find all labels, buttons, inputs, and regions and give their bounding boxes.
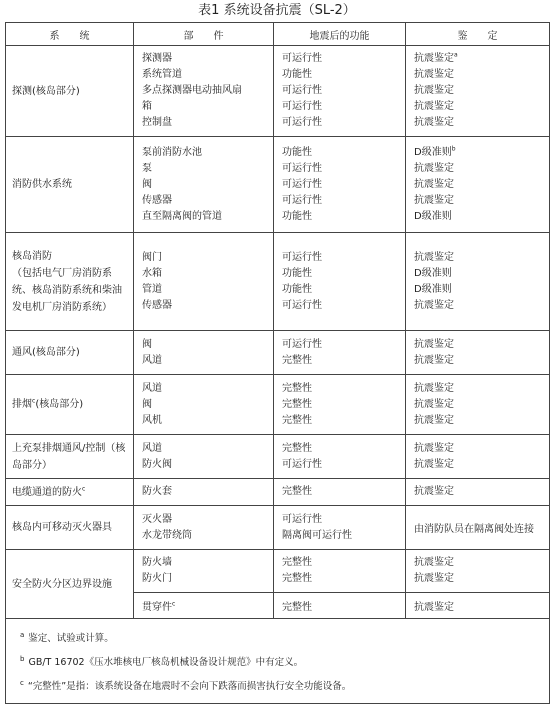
part-name: 防火阀 [142, 458, 172, 470]
function-cell [274, 331, 406, 375]
function-value: 可运行性 [282, 178, 322, 190]
qualification-value: D级准则 [414, 283, 452, 295]
function-value: 可运行性 [282, 101, 322, 112]
system-name: 探测(核岛部分) [12, 85, 80, 97]
part-name: 灭火器 [142, 513, 172, 525]
function-value: 可运行性 [282, 458, 322, 470]
function-value: 可运行性 [282, 162, 322, 174]
part-name: 多点探测器电动抽风扇 [142, 85, 242, 96]
part-cell [134, 479, 274, 506]
footnote-mark: c [32, 397, 36, 405]
footnote-line [20, 673, 535, 697]
function-cell [274, 435, 406, 479]
part-name: 直至隔离阀的管道 [142, 210, 222, 222]
footnote-text: GB/T 16702《压水堆核电厂核岛机械设备设计规范》中有定义。 [28, 657, 304, 669]
header-part: 部 件 [134, 23, 274, 46]
qualification-value: 抗震鉴定 [414, 398, 454, 410]
system-name: （包括电气厂房消防系统、核岛消防系统和柴油发电机厂房消防系统） [12, 267, 122, 313]
function-cell [274, 479, 406, 506]
footnote-mark: a [20, 631, 25, 639]
part-name: 阀 [142, 338, 152, 350]
part-cell [134, 550, 274, 593]
qualification-value: 抗震鉴定 [414, 299, 454, 311]
table-row [6, 435, 550, 479]
system-cell [6, 479, 134, 506]
system-cell [6, 331, 134, 375]
table-body [6, 46, 550, 619]
part-name: 阀门 [142, 251, 162, 263]
function-value: 可运行性 [282, 194, 322, 206]
system-name: 通风(核岛部分) [12, 347, 80, 358]
qualification-value: 抗震鉴定 [414, 382, 454, 394]
qualification-cell [406, 435, 550, 479]
qualification-value: 抗震鉴定 [414, 354, 454, 366]
qualification-value: 抗震鉴定 [414, 69, 454, 80]
system-cell [6, 550, 134, 619]
function-value: 完整性 [282, 354, 312, 366]
function-value: 可运行性 [282, 117, 322, 128]
qualification-cell [406, 593, 550, 619]
part-cell [134, 435, 274, 479]
qualification-value: 抗震鉴定 [414, 573, 454, 584]
system-name: 排烟 [12, 399, 32, 410]
table-row [6, 137, 550, 233]
system-name: 安全防火分区边界设施 [12, 578, 112, 590]
part-name: 水龙带绕筒 [142, 529, 192, 541]
qualification-value: 抗震鉴定 [414, 178, 454, 190]
part-name: 阀 [142, 398, 152, 410]
function-cell [274, 46, 406, 137]
function-value: 完整性 [282, 382, 312, 394]
function-value: 完整性 [282, 557, 312, 568]
part-name: 防火门 [142, 573, 172, 584]
part-name: 风道 [142, 442, 162, 454]
qualification-value: D级准则 [414, 210, 452, 222]
system-cell [6, 506, 134, 550]
footnote-mark: c [172, 600, 176, 608]
footnote-text: 鉴定、试验或计算。 [28, 633, 114, 645]
qualification-value: 抗震鉴定 [414, 85, 454, 96]
function-cell [274, 375, 406, 435]
function-value: 完整性 [282, 573, 312, 584]
qualification-cell [406, 506, 550, 550]
part-name: 贯穿件 [142, 602, 172, 613]
part-name: 泵前消防水池 [142, 146, 202, 158]
function-value: 完整性 [282, 486, 312, 497]
qualification-cell [406, 46, 550, 137]
qualification-cell [406, 331, 550, 375]
footnote-mark: a [454, 51, 458, 59]
footnote-mark: c [20, 679, 24, 688]
part-name: 水箱 [142, 267, 162, 279]
qualification-value: 抗震鉴定 [414, 442, 454, 454]
function-cell [274, 137, 406, 233]
part-name: 传感器 [142, 194, 172, 206]
function-value: 可运行性 [282, 513, 322, 525]
header-row [6, 23, 550, 46]
function-value: 完整性 [282, 442, 312, 454]
qualification-value: 抗震鉴定 [414, 338, 454, 350]
footnote-text: “完整性”是指：该系统设备在地震时不会向下跌落而损害执行安全功能设备。 [27, 681, 352, 693]
part-name: 传感器 [142, 299, 172, 311]
function-value: 可运行性 [282, 299, 322, 311]
system-cell [6, 46, 134, 137]
footnote-line [20, 649, 535, 673]
function-cell [274, 506, 406, 550]
qualification-value: D级准则 [414, 267, 452, 279]
part-name: 控制盘 [142, 117, 172, 128]
system-name: 消防供水系统 [12, 179, 72, 190]
function-value: 可运行性 [282, 53, 322, 64]
qualification-value: 抗震鉴定 [414, 194, 454, 206]
part-cell [134, 331, 274, 375]
notes-cell [6, 619, 550, 704]
header-system: 系 统 [6, 23, 134, 46]
qualification-value: 抗震鉴定 [414, 486, 454, 497]
function-value: 完整性 [282, 414, 312, 426]
header-qualification: 鉴 定 [406, 23, 550, 46]
qualification-value: D级准则$^b$ [414, 145, 456, 158]
qualification-cell [406, 479, 550, 506]
qualification-value: 抗震鉴定 [414, 458, 454, 470]
system-name: 上充泵排烟通风/控制（核岛部分） [12, 442, 126, 471]
part-name: 系统管道 [142, 69, 182, 80]
part-name: 风机 [142, 414, 162, 426]
part-name: 管道 [142, 283, 162, 295]
table-title: 表1 系统设备抗震（SL-2） [198, 3, 356, 18]
qualification-value: 由消防队员在隔离阀处连接 [414, 524, 534, 535]
system-cell [6, 375, 134, 435]
qualification-value: 抗震鉴定 [414, 602, 454, 613]
part-name: 探测器 [142, 53, 172, 64]
part-cell [134, 46, 274, 137]
qualification-value: 抗震鉴定 [414, 162, 454, 174]
qualification-cell [406, 550, 550, 593]
system-name-suffix: (核岛部分) [35, 399, 84, 410]
system-cell [6, 233, 134, 331]
part-cell [134, 375, 274, 435]
system-cell [6, 435, 134, 479]
table-row [6, 550, 550, 593]
part-name: 箱 [142, 101, 152, 112]
footnote-mark: b [20, 655, 25, 664]
qualification-value: 抗震鉴定 [414, 251, 454, 263]
header-function: 地震后的功能 [274, 23, 406, 46]
system-cell [6, 137, 134, 233]
table-row [6, 375, 550, 435]
table-row [6, 331, 550, 375]
qualification-cell [406, 233, 550, 331]
seismic-table [5, 22, 550, 704]
system-name: 核岛消防 [12, 250, 52, 262]
qualification-value: 抗震鉴定 [414, 557, 454, 568]
function-value: 功能性 [282, 210, 312, 222]
part-name: 阀 [142, 178, 152, 190]
table-row [6, 479, 550, 506]
footnote-mark: c [82, 485, 86, 493]
notes-section [6, 619, 550, 704]
function-value: 可运行性 [282, 251, 322, 263]
function-cell [274, 233, 406, 331]
function-value: 功能性 [282, 69, 312, 80]
qualification-value: 抗震鉴定 [414, 117, 454, 128]
footnote-mark: b [451, 145, 456, 153]
system-name: 核岛内可移动灭火器具 [12, 522, 112, 533]
footnote-line [20, 625, 535, 649]
function-value: 隔离阀可运行性 [282, 529, 352, 541]
part-name: 泵 [142, 162, 152, 174]
function-value: 完整性 [282, 398, 312, 410]
part-name: 防火墙 [142, 557, 172, 568]
function-value: 功能性 [282, 267, 312, 279]
part-name: 风道 [142, 354, 162, 366]
part-cell [134, 593, 274, 619]
table-row [6, 46, 550, 137]
function-value: 可运行性 [282, 85, 322, 96]
function-value: 功能性 [282, 283, 312, 295]
qualification-cell [406, 375, 550, 435]
function-cell [274, 593, 406, 619]
system-name: 电缆通道的防火 [12, 486, 82, 498]
part-cell [134, 233, 274, 331]
qualification-cell [406, 137, 550, 233]
function-value: 功能性 [282, 146, 312, 158]
function-value: 完整性 [282, 602, 312, 613]
part-name: 风道 [142, 382, 162, 394]
function-value: 可运行性 [282, 338, 322, 350]
qualification-value: 抗震鉴定 [414, 414, 454, 426]
qualification-value: 抗震鉴定$^a$ [414, 51, 458, 64]
part-cell [134, 137, 274, 233]
table-row [6, 506, 550, 550]
table-row [6, 233, 550, 331]
part-cell [134, 506, 274, 550]
part-name: 防火套 [142, 486, 172, 497]
function-cell [274, 550, 406, 593]
qualification-value: 抗震鉴定 [414, 101, 454, 112]
